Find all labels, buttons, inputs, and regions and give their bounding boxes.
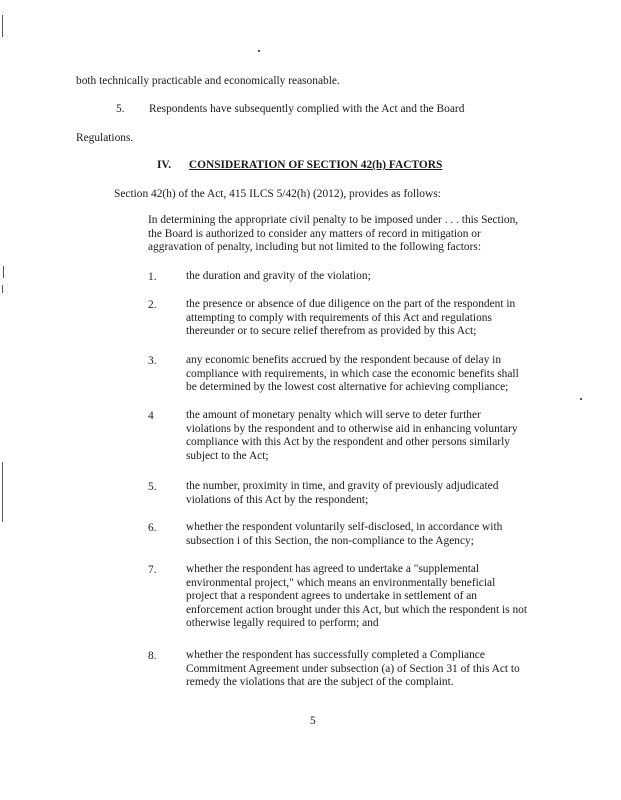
factor-number: 4 xyxy=(148,410,154,422)
factor-text xyxy=(186,480,498,507)
factor-text xyxy=(186,270,371,284)
quote-line: aggravation of penalty, including but not limited to the following factors: xyxy=(148,241,481,254)
quote-line: the Board is authorized to consider any matters of record in mitigation or xyxy=(148,227,481,240)
factor-line: the amount of monetary penalty which will serve to deter further xyxy=(186,409,481,421)
factor-line: any economic benefits accrued by the respondent because of delay in xyxy=(186,354,502,366)
factor-number: 1. xyxy=(148,271,157,283)
factor-line: project that a respondent agrees to undertake in settlement of an xyxy=(186,590,477,603)
scan-artifact xyxy=(258,50,260,52)
scan-artifact xyxy=(580,398,582,400)
factor-line: environmental project," which means an environmentally beneficial xyxy=(186,576,496,589)
scan-artifact xyxy=(2,15,3,37)
factor-number: 3. xyxy=(148,355,157,367)
scan-artifact xyxy=(2,285,3,293)
factor-line: whether the respondent has agreed to undertake a "supplemental xyxy=(186,563,480,575)
factor-text xyxy=(186,563,527,631)
factor-text xyxy=(186,354,519,395)
intro-sentence: Section 42(h) of the Act, 415 ILCS 5/42(h) (2012), provides as follows: xyxy=(114,188,441,200)
factor-line: compliance with requirements, in which case the economic benefits shall xyxy=(186,367,519,380)
factor-line: subject to the Act; xyxy=(186,449,269,462)
factor-line: be determined by the lowest cost alternative for achieving compliance; xyxy=(186,381,509,394)
paragraph-5-continuation: Regulations. xyxy=(76,132,134,144)
factor-number: 5. xyxy=(148,481,157,493)
factor-line: the presence or absence of due diligence on the part of the respondent in xyxy=(186,298,516,310)
factor-text xyxy=(186,649,520,690)
paragraph-5-number: 5. xyxy=(116,103,125,115)
factor-line: compliance with this Act by the respondent and other persons similarly xyxy=(186,436,510,449)
section-number: IV. xyxy=(157,159,172,171)
factor-line: enforcement action brought under this Act, but which the respondent is not xyxy=(186,603,528,616)
factor-line: thereunder or to secure relief therefrom as provided by this Act; xyxy=(186,325,477,338)
section-heading xyxy=(157,159,442,171)
factor-line: otherwise legally required to perform; and xyxy=(186,617,379,630)
factor-line: attempting to comply with requirements of this Act and regulations xyxy=(186,311,492,324)
factor-number: 7. xyxy=(148,564,157,576)
page-number: 5 xyxy=(310,715,316,727)
factor-line: the number, proximity in time, and gravity of previously adjudicated xyxy=(186,480,499,492)
scan-artifact xyxy=(3,266,4,278)
factor-line: violations of this Act by the respondent; xyxy=(186,493,369,506)
factor-line: whether the respondent has successfully completed a Compliance xyxy=(186,649,485,661)
factor-line: the duration and gravity of the violation; xyxy=(186,270,371,282)
factor-line: Commitment Agreement under subsection (a) of Section 31 of this Act to xyxy=(186,662,520,675)
factor-text xyxy=(186,298,515,339)
factor-line: subsection i of this Section, the non-compliance to the Agency; xyxy=(186,534,474,547)
factor-number: 8. xyxy=(148,650,157,662)
factor-line: violations by the respondent and to otherwise aid in enhancing voluntary xyxy=(186,422,518,435)
factor-text xyxy=(186,521,502,548)
factor-text xyxy=(186,409,518,463)
section-title: CONSIDERATION OF SECTION 42(h) FACTORS xyxy=(188,159,443,171)
factor-line: whether the respondent voluntarily self-disclosed, in accordance with xyxy=(186,521,503,533)
scan-artifact xyxy=(2,462,3,522)
paragraph-5-text: Respondents have subsequently complied with the Act and the Board xyxy=(149,103,465,115)
factor-number: 6. xyxy=(148,522,157,534)
statute-quote xyxy=(148,214,518,255)
quote-line: In determining the appropriate civil penalty to be imposed under . . . this Section, xyxy=(148,214,519,226)
factor-line: remedy the violations that are the subject of the complaint. xyxy=(186,676,454,689)
opening-line: both technically practicable and economically reasonable. xyxy=(76,75,340,87)
factor-number: 2. xyxy=(148,299,157,311)
